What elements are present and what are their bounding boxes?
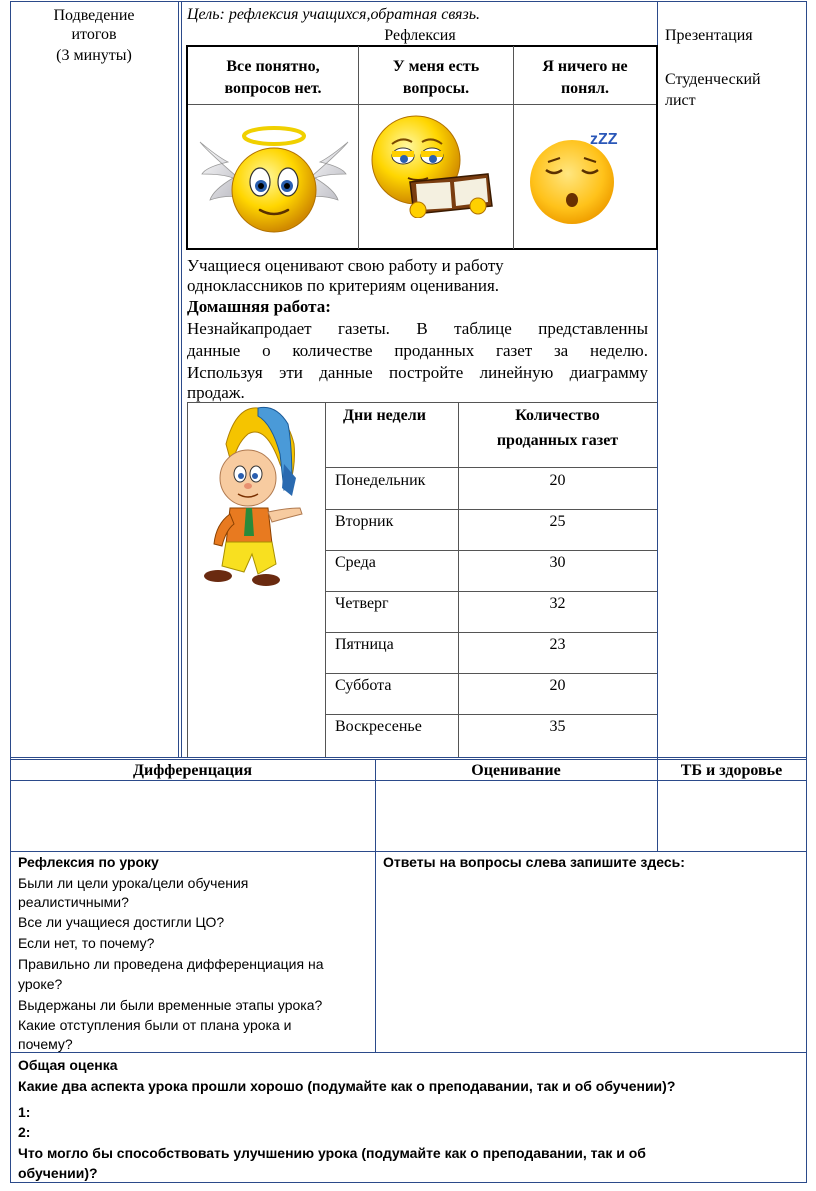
sales-table-col2	[458, 402, 459, 757]
sales-count-cell: 20	[549, 677, 566, 694]
refl-table-bottom	[186, 248, 658, 250]
differentiation-header: Дифференцация	[133, 762, 252, 779]
lesson-reflection-title: Рефлексия по уроку	[18, 854, 159, 870]
reflection-question: Правильно ли проведена дифференциация на	[18, 956, 324, 972]
reflection-question: Какие отступления были от плана урока и	[18, 1017, 292, 1033]
sales-row-line	[325, 550, 657, 551]
sales-day-cell: Вторник	[335, 513, 394, 530]
grid-divider-left-b	[181, 1, 182, 758]
homework-line2: данные о количестве проданных газет за неделю.	[187, 341, 648, 360]
sales-header-count-line2: проданных газет	[496, 432, 619, 449]
sales-row-line	[325, 509, 657, 510]
stage-title-line1: Подведение	[53, 7, 135, 24]
overall-item1: 1:	[18, 1104, 31, 1120]
refl-header-1-line2: вопросов нет.	[224, 80, 322, 97]
answers-title: Ответы на вопросы слева запишите здесь:	[383, 854, 685, 870]
angel-smiley-icon	[198, 112, 350, 240]
sales-count-cell: 25	[549, 513, 566, 530]
sales-day-cell: Пятница	[335, 636, 394, 653]
sales-count-cell: 20	[549, 472, 566, 489]
assessment-line2: одноклассников по критериям оценивания.	[187, 276, 500, 295]
resource-presentation: Презентация	[665, 27, 753, 44]
reflection-question: Были ли цели урока/цели обучения	[18, 875, 249, 891]
dunno-character-icon	[196, 404, 314, 590]
refl-table-top	[186, 45, 658, 47]
sales-day-cell: Воскресенье	[335, 718, 422, 735]
refl-header-3-line2: понял.	[560, 80, 610, 97]
goal-text: Цель: рефлексия учащихся,обратная связь.	[187, 6, 481, 23]
reflection-question: уроке?	[18, 976, 63, 992]
resource-student-sheet-line1: Студенческий	[665, 71, 761, 88]
grid-left-border	[10, 1, 11, 1183]
reflection-question: Выдержаны ли были временные этапы урока?	[18, 997, 323, 1013]
sales-count-cell: 32	[549, 595, 566, 612]
overall-question2-line2: обучении)?	[18, 1165, 98, 1181]
grid-divider-left-a	[178, 1, 179, 758]
homework-line4: продаж.	[187, 383, 245, 402]
sales-day-cell: Понедельник	[335, 472, 426, 489]
stage-title-line2: итогов	[71, 26, 117, 43]
sales-row-line	[325, 591, 657, 592]
grid-bottom-border	[10, 1182, 807, 1183]
grid-row-line-1b	[10, 759, 807, 760]
reflection-question: Все ли учащиеся достигли ЦО?	[18, 914, 225, 930]
grid-divider-mid	[375, 759, 376, 1052]
refl-header-2-line1: У меня есть	[392, 58, 480, 75]
refl-table-mid	[188, 104, 656, 105]
assessment-header: Оценивание	[471, 762, 561, 779]
grid-right-border	[806, 1, 807, 1183]
zzz-text: zZZ	[590, 131, 618, 148]
resource-student-sheet-line2: лист	[665, 92, 696, 109]
assessment-line1: Учащиеся оценивают свою работу и работу	[187, 256, 504, 275]
reflection-question: реалистичными?	[18, 894, 129, 910]
overall-question2-line1: Что могло бы способствовать улучшению урока (подумайте как о преподавании, так и об	[18, 1145, 646, 1161]
sleeping-smiley-icon	[528, 120, 638, 226]
reflection-title: Рефлексия	[384, 27, 456, 44]
reading-smiley-icon	[370, 114, 496, 218]
overall-title: Общая оценка	[18, 1057, 118, 1073]
homework-title: Домашняя работа:	[187, 297, 331, 316]
sales-row-line	[325, 467, 657, 468]
reflection-question: Если нет, то почему?	[18, 935, 155, 951]
refl-table-right	[656, 45, 658, 250]
sales-day-cell: Среда	[335, 554, 376, 571]
refl-header-3-line1: Я ничего не	[542, 58, 628, 75]
homework-line1: Незнайкапродает газеты. В таблице представленны	[187, 319, 648, 338]
grid-top-border	[10, 1, 807, 2]
sales-count-cell: 30	[549, 554, 566, 571]
grid-row-line-3	[10, 851, 807, 852]
stage-duration: (3 минуты)	[56, 47, 132, 64]
overall-question1: Какие два аспекта урока прошли хорошо (подумайте как о преподавании, так и об обучении)?	[18, 1078, 676, 1094]
sales-count-cell: 23	[549, 636, 566, 653]
sales-table-col1	[325, 402, 326, 757]
sales-day-cell: Суббота	[335, 677, 392, 694]
grid-row-line-1	[10, 757, 807, 758]
refl-header-2-line2: вопросы.	[402, 80, 470, 97]
health-header: ТБ и здоровье	[680, 762, 783, 779]
sales-row-line	[325, 714, 657, 715]
refl-header-1-line1: Все понятно,	[226, 58, 320, 75]
reflection-question: почему?	[18, 1036, 73, 1052]
sales-row-line	[325, 632, 657, 633]
sales-count-cell: 35	[549, 718, 566, 735]
overall-item2: 2:	[18, 1124, 31, 1140]
sales-table-left	[187, 402, 188, 757]
sales-day-cell: Четверг	[335, 595, 389, 612]
sales-table-top	[187, 402, 657, 403]
sales-header-day: Дни недели	[343, 407, 426, 424]
sales-header-count-line1: Количество	[515, 407, 600, 424]
homework-line3: Используя эти данные постройте линейную диаграмму	[187, 363, 648, 382]
grid-row-line-4	[10, 1052, 807, 1053]
sales-row-line	[325, 673, 657, 674]
